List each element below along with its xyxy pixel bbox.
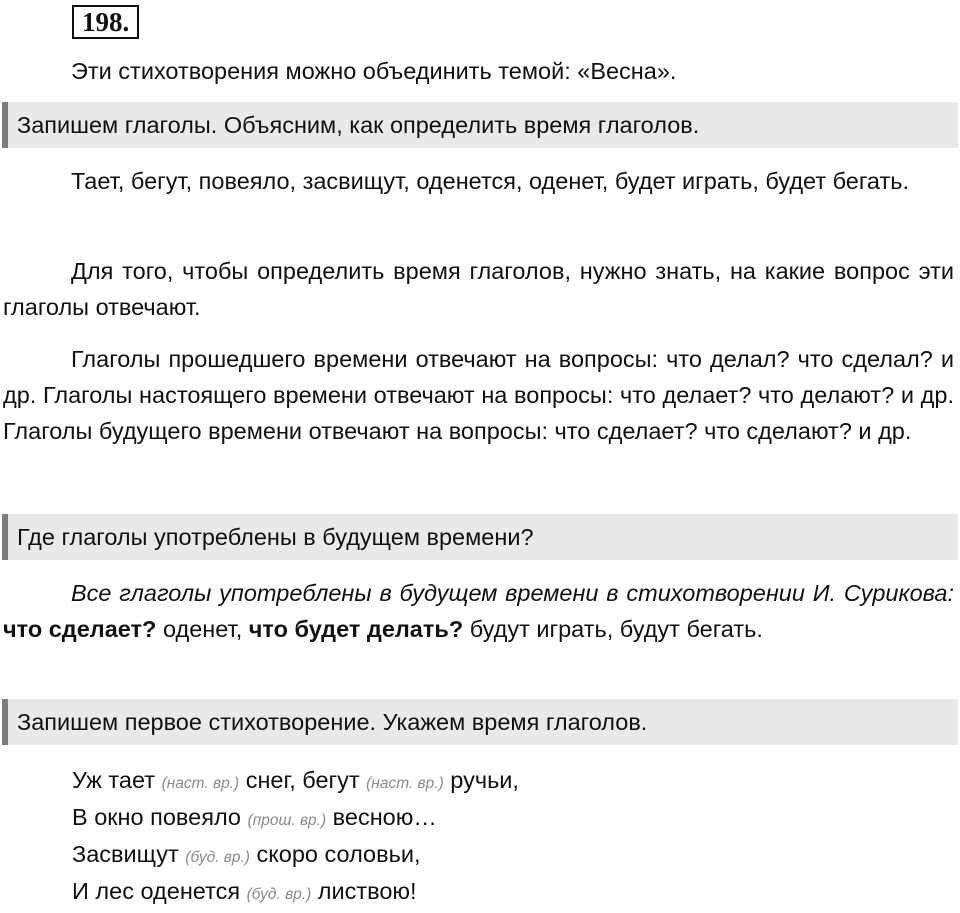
- questions-paragraph: Глаголы прошедшего времени отвечают на вопросы: что делал? что сделал? и др. Глаголы настоящего времени отвечают на вопросы: что делает? что делают? и др. Глаголы будущего времени отвечают на вопросы: что сделает? что сделают? и др.: [3, 346, 954, 444]
- exercise-number: 198.: [72, 5, 139, 39]
- answer-question-1: что сделает?: [3, 616, 157, 642]
- poem-text: В окно повеяло: [72, 804, 241, 830]
- task-3-text: Запишем первое стихотворение. Укажем время глаголов.: [17, 709, 648, 735]
- tense-note: (буд. вр.): [246, 886, 312, 903]
- task-1-text: Запишем глаголы. Объясним, как определить время глаголов.: [17, 112, 700, 138]
- tense-note: (наст. вр.): [366, 775, 444, 792]
- poem-line: [72, 873, 519, 910]
- poem-text: скоро соловьи,: [256, 841, 421, 867]
- verbs-paragraph: Тает, бегут, повеяло, засвищут, оденется, оденет, будет играть, будет бегать.: [71, 168, 910, 194]
- poem-text: ручьи,: [450, 767, 519, 793]
- poem-text: листвою!: [317, 878, 417, 904]
- tense-note: (прош. вр.): [247, 812, 327, 829]
- task-band-2: [2, 514, 958, 560]
- how-paragraph: Для того, чтобы определить время глаголов, нужно знать, на какие вопрос эти глаголы отвечают.: [3, 258, 954, 320]
- poem: [72, 762, 519, 910]
- poem-text: И лес оденется: [72, 878, 241, 904]
- answer-question-2: что будет делать?: [248, 616, 464, 642]
- intro-text: Эти стихотворения можно объединить темой: «Весна».: [71, 58, 677, 84]
- tense-note: (буд. вр.): [185, 849, 250, 866]
- tense-note: (наст. вр.): [161, 775, 240, 792]
- task-2-text: Где глаголы употреблены в будущем времени?: [17, 524, 534, 550]
- task-band-3: [2, 699, 958, 745]
- answer-verb-2: будут играть, будут бегать.: [469, 616, 763, 642]
- answer-lead: Все глаголы употреблены в будущем времени в стихотворении И. Сурикова:: [71, 580, 954, 606]
- poem-line: [72, 762, 519, 799]
- poem-text: весною…: [332, 804, 437, 830]
- task-band-1: [2, 102, 958, 148]
- poem-text: Засвищут: [72, 841, 179, 867]
- poem-line: [72, 836, 519, 873]
- poem-line: [72, 799, 519, 836]
- answer-paragraph: [3, 575, 954, 647]
- answer-verb-1: оденет,: [162, 616, 243, 642]
- poem-text: Уж тает: [72, 767, 156, 793]
- poem-text: снег, бегут: [245, 767, 360, 793]
